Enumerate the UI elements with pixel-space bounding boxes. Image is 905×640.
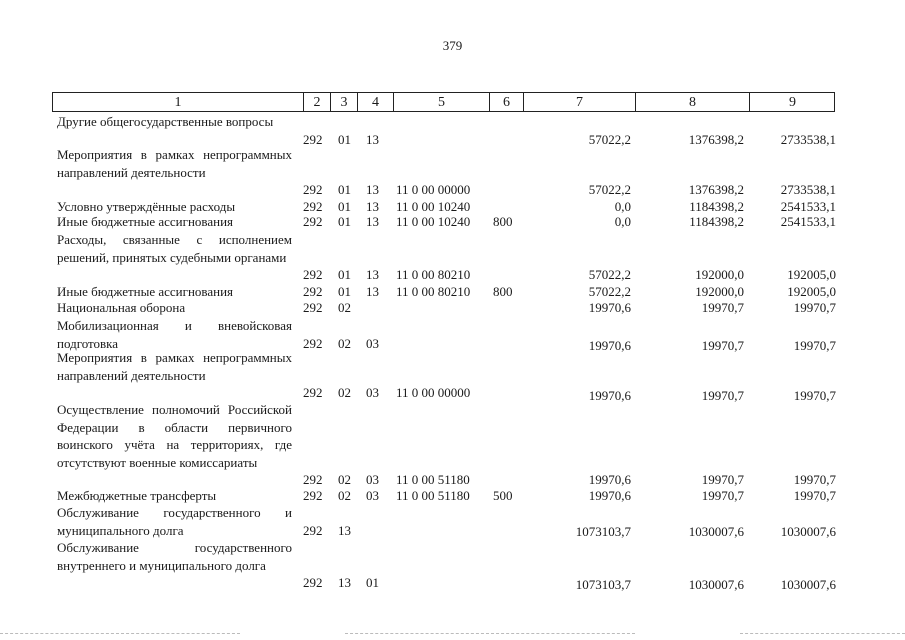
row-code-section: 01	[338, 284, 351, 299]
table-row	[0, 213, 905, 231]
row-value-col7: 19970,6	[588, 388, 631, 403]
row-code-section: 01	[338, 214, 351, 229]
row-value-col8: 1376398,2	[688, 182, 744, 197]
row-description: Мобилизационная и вневойсковая подготовка	[57, 318, 292, 351]
row-code-expense-type: 800	[493, 214, 513, 229]
header-col-2: 2	[303, 93, 330, 111]
row-code-subsection: 03	[366, 488, 379, 503]
row-code-section: 02	[338, 472, 351, 487]
row-code-subsection: 13	[366, 182, 379, 197]
row-code-section: 01	[338, 182, 351, 197]
row-value-col7: 57022,2	[588, 267, 631, 282]
table-row	[0, 349, 905, 401]
row-code-subsection: 13	[366, 131, 379, 147]
row-code-admin: 292	[303, 284, 323, 299]
header-col-4: 4	[357, 93, 393, 111]
row-code-admin: 292	[303, 267, 323, 282]
row-value-col7: 19970,6	[588, 472, 631, 487]
row-description: Межбюджетные трансферты	[57, 488, 217, 503]
row-code-section: 01	[338, 131, 351, 147]
row-value-col7: 19970,6	[588, 300, 631, 315]
row-code-subsection: 03	[366, 385, 379, 400]
row-value-col9: 19970,7	[793, 488, 836, 503]
row-code-section: 13	[338, 522, 351, 538]
row-value-col9: 192005,0	[787, 267, 836, 282]
row-value-col8: 1030007,6	[688, 524, 744, 539]
header-col-1: 1	[174, 95, 182, 110]
row-value-col8: 19970,7	[701, 388, 744, 403]
row-value-col7: 0,0	[614, 214, 631, 229]
table-row	[0, 317, 905, 352]
row-value-col7: 1073103,7	[575, 524, 631, 539]
row-value-col8: 19970,7	[701, 300, 744, 315]
row-value-col9: 2541533,1	[780, 214, 836, 229]
row-value-col9: 2733538,1	[780, 131, 836, 147]
row-value-col7: 57022,2	[588, 131, 631, 147]
row-code-target: 11 0 00 10240	[396, 214, 471, 229]
row-code-admin: 292	[303, 199, 323, 214]
row-value-col8: 19970,7	[701, 488, 744, 503]
row-description: Мероприятия в рамках непрограммных направлений деятельности	[57, 147, 292, 180]
row-value-col9: 2541533,1	[780, 199, 836, 214]
row-value-col9: 19970,7	[793, 338, 836, 353]
row-value-col9: 19970,7	[793, 300, 836, 315]
row-code-target: 11 0 00 00000	[396, 182, 471, 197]
row-code-target: 11 0 00 80210	[396, 284, 471, 299]
row-code-target: 11 0 00 80210	[396, 267, 471, 282]
table-row	[0, 539, 905, 591]
row-value-col9: 192005,0	[787, 284, 836, 299]
row-code-subsection: 03	[366, 335, 379, 351]
row-code-admin: 292	[303, 472, 323, 487]
row-value-col8: 192000,0	[695, 267, 744, 282]
scan-edge-line	[345, 633, 635, 635]
row-code-admin: 292	[303, 488, 323, 503]
header-col-9: 9	[749, 93, 835, 111]
row-code-section: 02	[338, 300, 351, 315]
row-code-subsection: 13	[366, 267, 379, 282]
row-code-admin: 292	[303, 214, 323, 229]
header-col-5: 5	[393, 93, 489, 111]
row-description: Обслуживание государственного внутреннего и муниципального долга	[57, 540, 292, 573]
row-value-col9: 19970,7	[793, 472, 836, 487]
row-value-col9: 19970,7	[793, 388, 836, 403]
table-row	[0, 146, 905, 198]
row-code-section: 02	[338, 488, 351, 503]
row-value-col8: 192000,0	[695, 284, 744, 299]
row-value-col8: 1184398,2	[689, 214, 744, 229]
row-code-admin: 292	[303, 131, 323, 147]
header-col-7: 7	[523, 93, 635, 111]
scan-edge-line	[740, 633, 905, 635]
row-value-col9: 1030007,6	[780, 577, 836, 592]
row-code-target: 11 0 00 00000	[396, 385, 471, 400]
row-code-section: 02	[338, 335, 351, 351]
row-description: Мероприятия в рамках непрограммных направлений деятельности	[57, 350, 292, 383]
row-value-col8: 1376398,2	[688, 131, 744, 147]
row-value-col7: 19970,6	[588, 488, 631, 503]
table-row	[0, 487, 905, 505]
table-row	[0, 113, 905, 148]
row-code-target: 11 0 00 51180	[396, 488, 470, 503]
row-code-admin: 292	[303, 182, 323, 197]
row-code-expense-type: 800	[493, 284, 513, 299]
row-code-admin: 292	[303, 385, 323, 400]
row-code-target: 11 0 00 10240	[396, 199, 471, 214]
row-description: Расходы, связанные с исполнением решений, принятых судебными органами	[57, 232, 292, 265]
row-code-admin: 292	[303, 335, 323, 351]
row-value-col7: 57022,2	[588, 182, 631, 197]
row-description: Иные бюджетные ассигнования	[57, 284, 234, 299]
row-value-col9: 2733538,1	[780, 182, 836, 197]
row-code-subsection: 13	[366, 284, 379, 299]
row-code-admin: 292	[303, 522, 323, 538]
row-value-col8: 1030007,6	[688, 577, 744, 592]
scan-edge-line	[0, 633, 240, 635]
row-description: Осуществление полномочий Российской Федерации в области первичного воинского учёта на территориях, где отсутствуют военные комиссариаты	[57, 402, 292, 470]
row-value-col7: 1073103,7	[575, 577, 631, 592]
page-number: 379	[442, 38, 463, 53]
row-value-col9: 1030007,6	[780, 524, 836, 539]
row-value-col8: 19970,7	[701, 338, 744, 353]
row-code-target: 11 0 00 51180	[396, 472, 470, 487]
header-col-3: 3	[330, 93, 357, 111]
header-col-8: 8	[635, 93, 749, 111]
table-row	[0, 231, 905, 283]
row-code-subsection: 01	[366, 575, 379, 590]
row-code-subsection: 03	[366, 472, 379, 487]
row-value-col7: 57022,2	[588, 284, 631, 299]
row-description: Национальная оборона	[57, 300, 186, 315]
row-code-admin: 292	[303, 300, 323, 315]
row-code-subsection: 13	[366, 214, 379, 229]
row-value-col8: 1184398,2	[689, 199, 744, 214]
row-code-admin: 292	[303, 575, 323, 590]
header-col-6: 6	[489, 93, 523, 111]
row-code-section: 02	[338, 385, 351, 400]
row-code-section: 01	[338, 267, 351, 282]
table-row	[0, 401, 905, 489]
table-row	[0, 299, 905, 317]
row-description: Иные бюджетные ассигнования	[57, 214, 234, 229]
row-value-col7: 19970,6	[588, 338, 631, 353]
row-code-section: 01	[338, 199, 351, 214]
row-value-col8: 19970,7	[701, 472, 744, 487]
row-description: Условно утверждённые расходы	[57, 199, 236, 214]
row-code-section: 13	[338, 575, 351, 590]
row-code-expense-type: 500	[493, 488, 513, 503]
row-code-subsection: 13	[366, 199, 379, 214]
row-value-col7: 0,0	[614, 199, 631, 214]
row-description: Другие общегосударственные вопросы	[57, 114, 274, 129]
row-description: Обслуживание государственного и муниципального долга	[57, 505, 292, 538]
table-row	[0, 504, 905, 539]
